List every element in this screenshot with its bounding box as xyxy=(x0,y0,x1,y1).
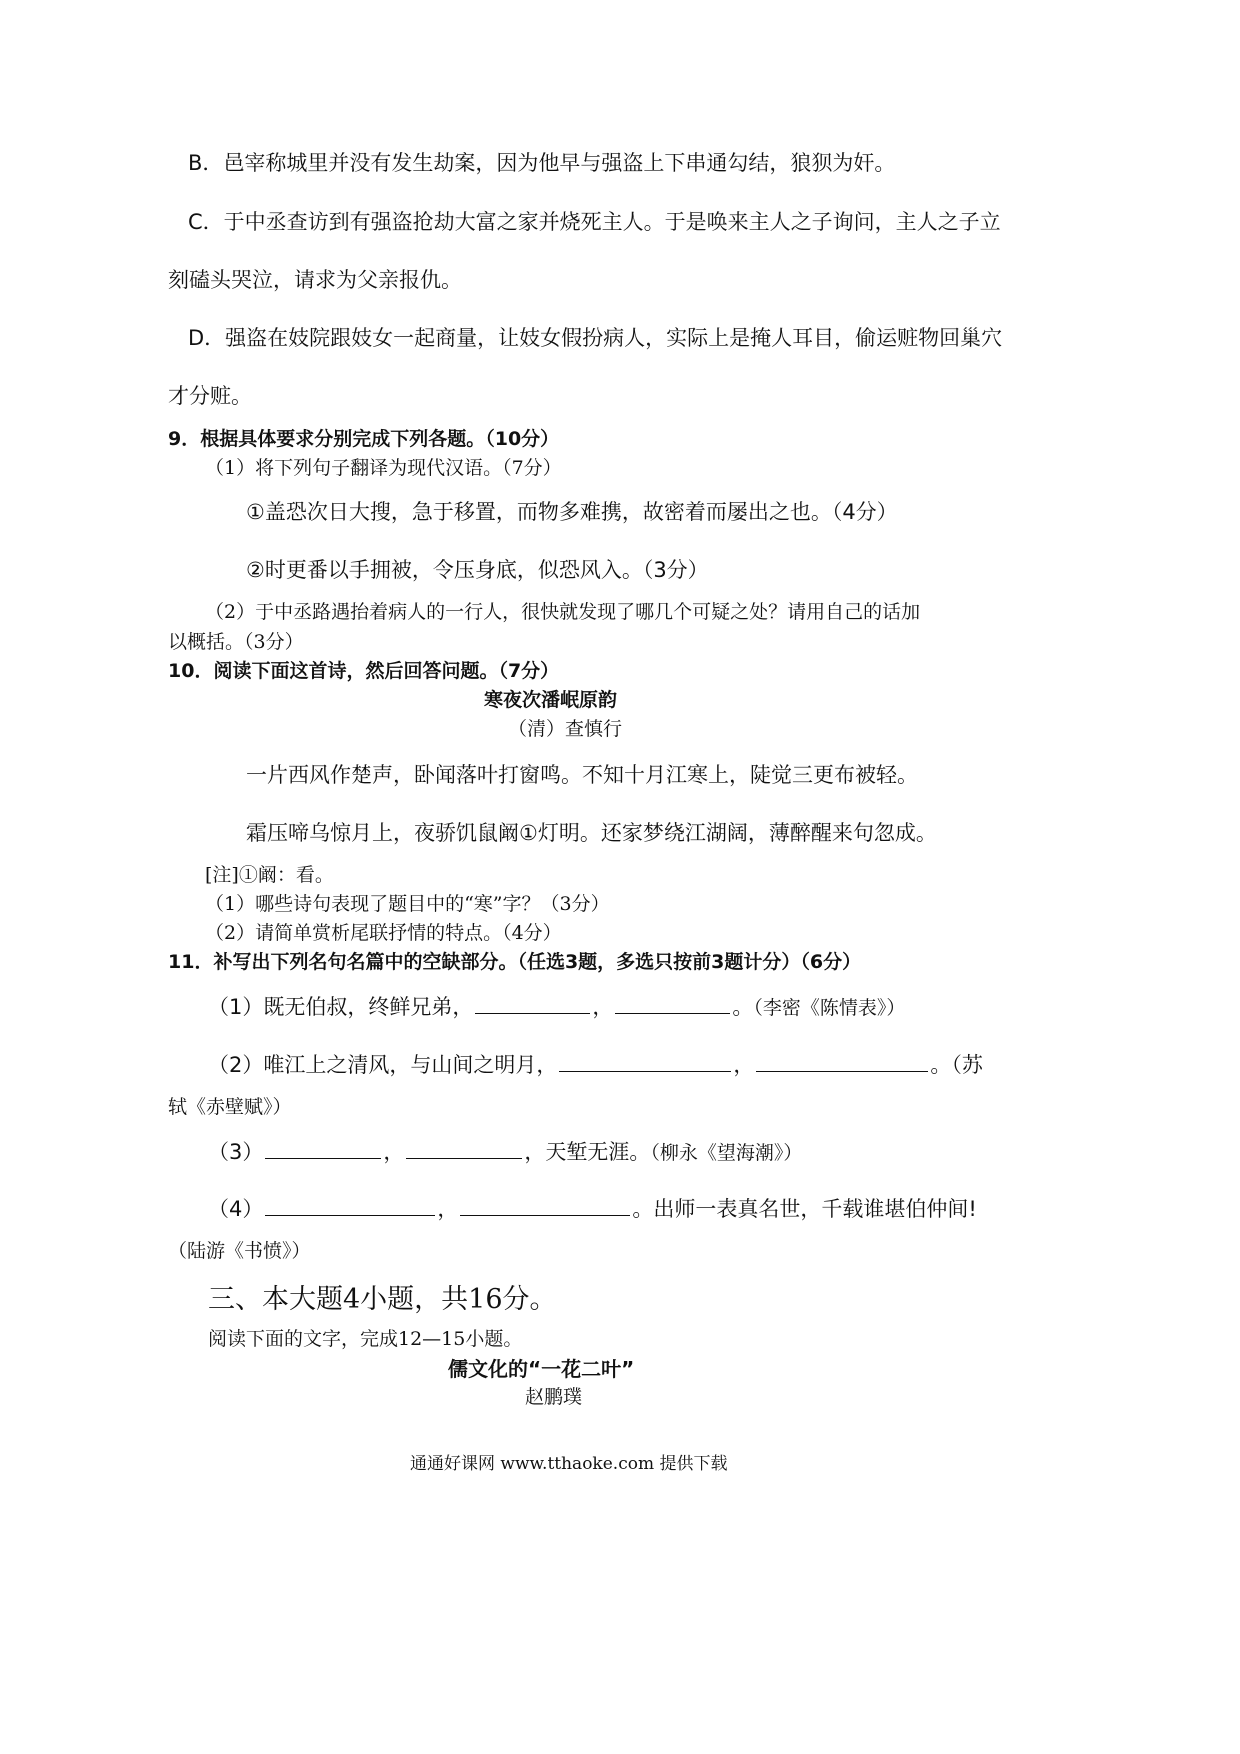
q9-part1: （1）将下列句子翻译为现代汉语。（7分） xyxy=(205,457,562,479)
q9-title: 9．根据具体要求分别完成下列各题。（10分） xyxy=(168,428,560,450)
article-author: 赵鹏璞 xyxy=(525,1386,583,1408)
section-heading: 三、本大题4小题，共16分。 xyxy=(208,1284,557,1315)
q11-item4-source: （陆游《书愤》） xyxy=(168,1240,311,1262)
q11-item2-end: 。（苏 xyxy=(930,1053,983,1077)
q11-item1-source: （李密《陈情表》） xyxy=(753,997,906,1019)
q11-item2-text: （2）唯江上之清风，与山间之明月， xyxy=(208,1053,558,1077)
q11-item3 xyxy=(208,1142,802,1163)
q11-item1 xyxy=(208,997,905,1018)
fill-blank[interactable] xyxy=(460,1214,630,1216)
q11-item1-end: 。 xyxy=(732,995,754,1019)
q10-ask1: （1）哪些诗句表现了题目中的“寒”字？（3分） xyxy=(205,893,610,915)
poem-author: （清）查慎行 xyxy=(508,718,623,740)
q11-item4-comma: ， xyxy=(437,1197,459,1221)
q11-item3-source: （柳永《望海潮》） xyxy=(650,1142,803,1164)
q11-item3-comma: ， xyxy=(383,1140,405,1164)
poem-title: 寒夜次潘岷原韵 xyxy=(484,689,618,711)
section-intro: 阅读下面的文字，完成12—15小题。 xyxy=(208,1328,523,1350)
q8-option-d-line1: D．强盗在妓院跟妓女一起商量，让妓女假扮病人，实际上是掩人耳目，偷运赃物回巢穴 xyxy=(188,326,1003,350)
q11-item4-post: 。出师一表真名世，千载谁堪伯仲间! xyxy=(632,1197,977,1221)
q11-item2 xyxy=(208,1055,983,1076)
q11-item3-post: ，天堑无涯。 xyxy=(524,1140,651,1164)
poem-note: [注]①阚：看。 xyxy=(205,864,334,886)
fill-blank[interactable] xyxy=(756,1070,928,1072)
fill-blank[interactable] xyxy=(615,1012,730,1014)
q11-item1-comma: ， xyxy=(592,995,614,1019)
q9-part2-line1: （2）于中丞路遇抬着病人的一行人，很快就发现了哪几个可疑之处？请用自己的话加 xyxy=(205,601,921,623)
q9-sentence2: ②时更番以手拥被，令压身底，似恐风入。（3分） xyxy=(246,558,709,582)
q8-option-c-line2: 刻磕头哭泣，请求为父亲报仇。 xyxy=(168,268,462,292)
q11-item2-comma: ， xyxy=(733,1053,755,1077)
q8-option-c-line1: C．于中丞查访到有强盗抢劫大富之家并烧死主人。于是唤来主人之子询问，主人之子立 xyxy=(188,210,1001,234)
fill-blank[interactable] xyxy=(406,1157,522,1159)
q11-item4 xyxy=(208,1199,977,1220)
page-footer: 通通好课网 www.tthaoke.com 提供下载 xyxy=(410,1454,728,1474)
q11-item2-source: 轼《赤壁赋》） xyxy=(168,1096,292,1118)
fill-blank[interactable] xyxy=(559,1070,731,1072)
q11-item1-text: （1）既无伯叔，终鲜兄弟， xyxy=(208,995,474,1019)
q8-option-d-line2: 才分赃。 xyxy=(168,384,252,408)
q10-ask2: （2）请简单赏析尾联抒情的特点。（4分） xyxy=(205,922,562,944)
fill-blank[interactable] xyxy=(265,1214,435,1216)
q11-item4-text: （4） xyxy=(208,1197,264,1221)
poem-line1: 一片西风作楚声，卧闻落叶打窗鸣。不知十月江寒上，陡觉三更布被轻。 xyxy=(246,763,918,787)
fill-blank[interactable] xyxy=(265,1157,381,1159)
q10-title: 10．阅读下面这首诗，然后回答问题。（7分） xyxy=(168,660,560,682)
q8-option-b: B．邑宰称城里并没有发生劫案，因为他早与强盗上下串通勾结，狼狈为奸。 xyxy=(188,151,896,175)
q9-sentence1: ①盖恐次日大搜，急于移置，而物多难携，故密着而屡出之也。（4分） xyxy=(246,500,898,524)
fill-blank[interactable] xyxy=(475,1012,590,1014)
q9-part2-line2: 以概括。（3分） xyxy=(168,631,304,653)
poem-line2: 霜压啼乌惊月上，夜骄饥鼠阚①灯明。还家梦绕江湖阔，薄醉醒来句忽成。 xyxy=(246,821,937,845)
q11-item3-text: （3） xyxy=(208,1140,264,1164)
q11-title: 11．补写出下列名句名篇中的空缺部分。（任选3题，多选只按前3题计分）（6分） xyxy=(168,951,862,973)
article-title: 儒文化的“一花二叶” xyxy=(448,1357,635,1381)
